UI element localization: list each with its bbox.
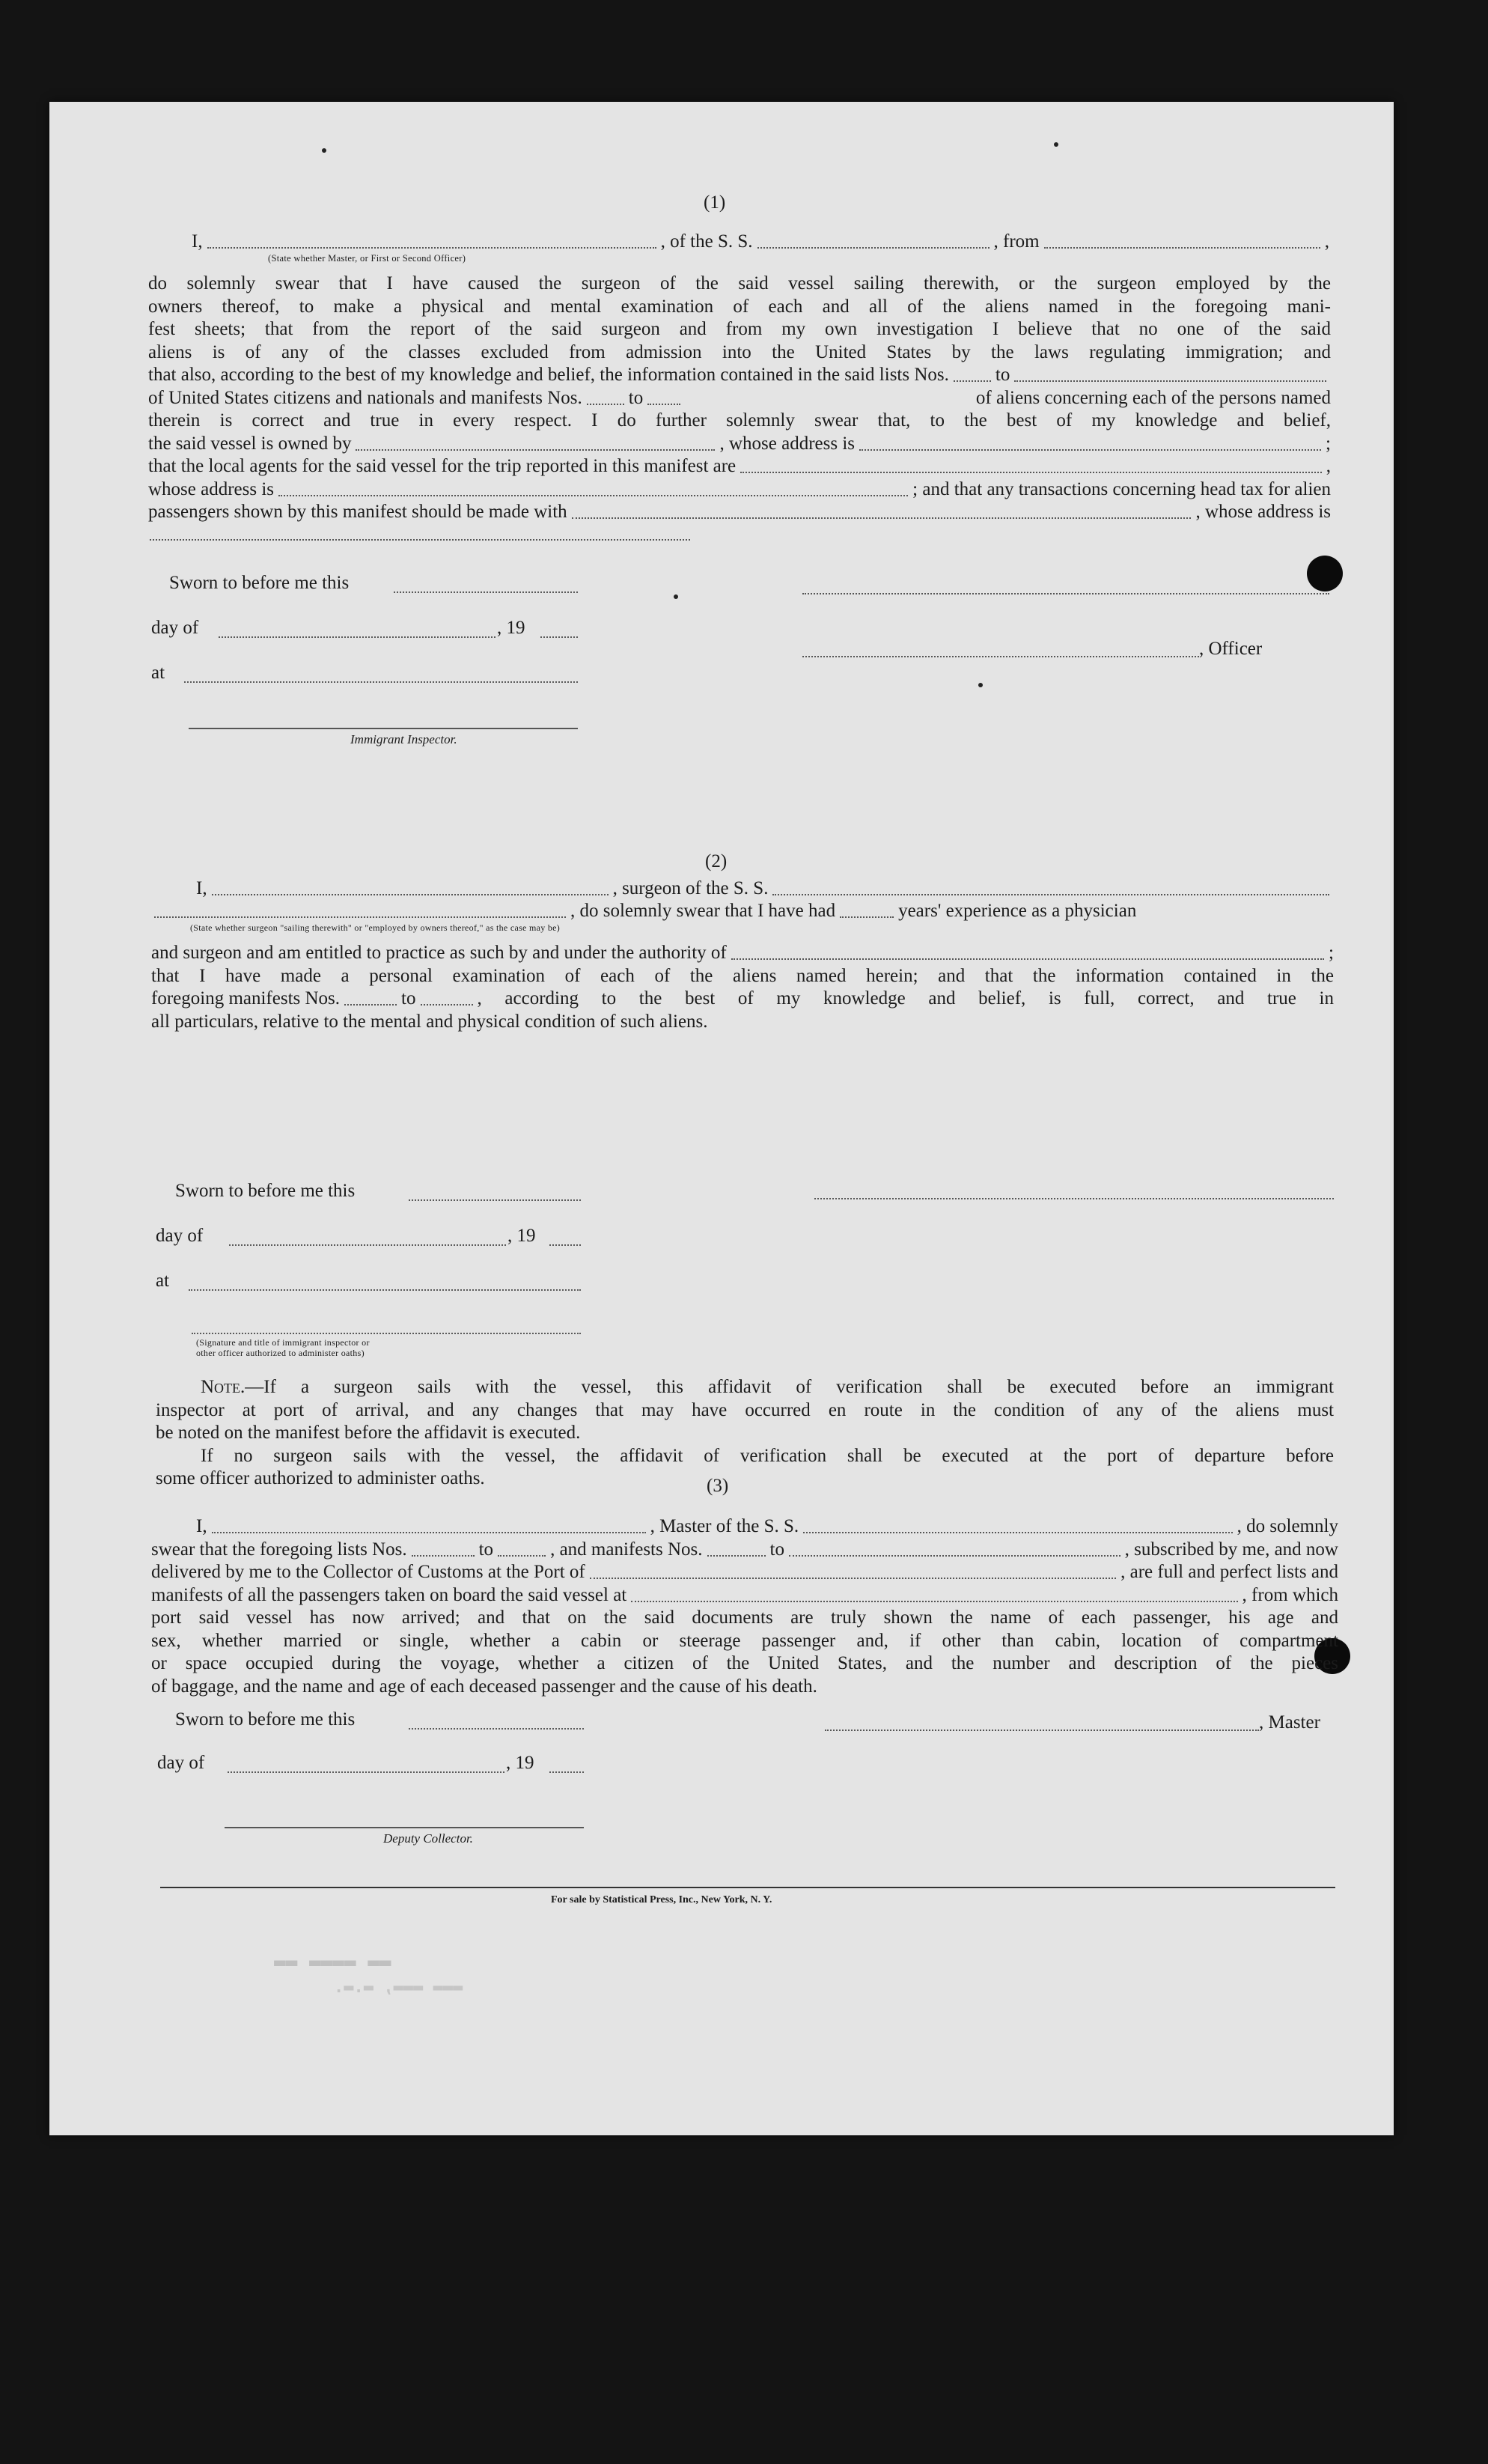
lists-nos-to-field[interactable]	[1014, 380, 1326, 382]
manifest-affidavit-page	[49, 102, 1394, 2135]
to-label: to	[478, 1539, 494, 1560]
speck	[674, 594, 678, 599]
master-signature-line[interactable]	[825, 1730, 1259, 1731]
day-of-label-1: day of	[151, 618, 199, 638]
section-1-number: (1)	[704, 192, 726, 213]
publisher-footer: For sale by Statistical Press, Inc., New York, N. Y.	[551, 1894, 772, 1905]
to-label: to	[628, 387, 644, 408]
authority-line	[151, 942, 1334, 965]
section-1-body	[148, 273, 1331, 524]
sworn-label-2: Sworn to before me this	[175, 1181, 356, 1201]
sailing-status-note: (State whether surgeon "sailing therewith" or "employed by owners thereof," as the case may be)	[190, 922, 561, 933]
section-2-body	[151, 942, 1334, 1033]
body-line: fest sheets; that from the report of the said surgeon and from my own investigation I believe that no one of the said	[148, 319, 1331, 339]
sworn-date-field-2[interactable]	[409, 1199, 581, 1201]
signature-note-line-2: other officer authorized to administer oaths)	[196, 1348, 365, 1358]
manifests-to-field-3[interactable]	[789, 1555, 1120, 1557]
year-label-3: , 19	[506, 1753, 534, 1773]
manifests-nos-line	[148, 387, 1331, 410]
surgeon-of-label: , surgeon of the S. S.	[612, 878, 769, 898]
lists-nos-label: that also, according to the best of my knowledge and belief, the information contained in the said lists Nos.	[148, 365, 949, 385]
to-label: to	[401, 988, 416, 1009]
ship-name-field[interactable]	[757, 247, 990, 249]
officer-title-field[interactable]	[207, 247, 656, 249]
day-of-label-3: day of	[157, 1753, 205, 1773]
head-tax-party-field[interactable]	[572, 517, 1192, 519]
whose-address-label: whose address is	[148, 478, 275, 499]
lists-to-field[interactable]	[498, 1555, 546, 1557]
years-label: years' experience as a physician	[898, 901, 1137, 921]
speck	[322, 148, 326, 153]
section-2-number: (2)	[705, 851, 728, 871]
lists-manifests-line	[151, 1539, 1338, 1562]
manifests-from-field[interactable]	[344, 1004, 397, 1006]
binding-hole-top	[1307, 556, 1343, 591]
swear-label: , do solemnly swear that I have had	[570, 901, 836, 921]
authority-label: and surgeon and am entitled to practice as such by and under the authority of	[151, 943, 727, 963]
address-continuation-line	[150, 539, 690, 541]
comma: ,	[1326, 456, 1331, 476]
of-ship-label: , of the S. S.	[660, 231, 753, 252]
owner-field[interactable]	[356, 449, 715, 451]
surgeon-name-field[interactable]	[212, 894, 609, 895]
body-line: or space occupied during the voyage, whether a citizen of the United States, and the number and description of the pieces	[151, 1653, 1338, 1673]
owned-by-label: the said vessel is owned by	[148, 433, 352, 454]
deputy-collector-label: Deputy Collector.	[383, 1831, 473, 1846]
foregoing-manifests-label: foregoing manifests Nos.	[151, 988, 341, 1009]
sailing-status-field[interactable]	[154, 916, 566, 918]
surgeon-ship-field[interactable]	[772, 894, 1329, 895]
port-field[interactable]	[590, 1578, 1116, 1579]
lists-from-field[interactable]	[412, 1555, 475, 1557]
local-agents-label: that the local agents for the said vessel for the trip reported in this manifest are	[148, 456, 737, 476]
manifests-from-field-3[interactable]	[707, 1555, 766, 1557]
master-line	[151, 1515, 1338, 1539]
from-which-label: , from which	[1242, 1584, 1338, 1605]
at-field-2[interactable]	[189, 1289, 581, 1291]
body-line: that I have made a personal examination of each of the aliens named herein; and that the information contained in the	[151, 965, 1334, 986]
sworn-date-field-3[interactable]	[409, 1728, 584, 1730]
at-label-2: at	[156, 1271, 170, 1291]
aliens-concerning-label: of aliens concerning each of the persons named	[975, 387, 1331, 408]
section-3-number: (3)	[707, 1476, 729, 1496]
foregoing-manifests-line	[151, 988, 1334, 1011]
taken-on-board-label: manifests of all the passengers taken on board the said vessel at	[151, 1584, 627, 1605]
officer-signature-line-top	[802, 593, 1329, 594]
immigrant-inspector-label: Immigrant Inspector.	[350, 732, 457, 746]
manifests-nos-from-field[interactable]	[587, 404, 624, 405]
master-label: , Master	[1259, 1712, 1320, 1733]
at-field-1[interactable]	[184, 681, 578, 683]
agents-address-field[interactable]	[278, 495, 908, 496]
section-3-body	[151, 1515, 1338, 1698]
head-tax-line	[148, 501, 1331, 524]
section-2-experience-line	[150, 900, 1334, 923]
body-line: owners thereof, to make a physical and mental examination of each and all of the aliens named in the foregoing mani-	[148, 296, 1331, 317]
officer-label: , Officer	[1199, 639, 1263, 659]
sworn-label-1: Sworn to before me this	[169, 573, 350, 593]
agents-address-line	[148, 478, 1331, 502]
manifests-nos-label: of United States citizens and nationals and manifests Nos.	[148, 387, 582, 408]
comma: ,	[1324, 231, 1329, 252]
bleed-through-stamp: ▬▬▬ ▬▬▬, ▬.▬.	[334, 1978, 463, 1997]
day-of-field-3[interactable]	[228, 1771, 504, 1773]
note-line-1	[156, 1376, 1334, 1399]
authority-field[interactable]	[731, 958, 1324, 960]
year-field-1[interactable]	[540, 636, 578, 638]
master-of-label: , Master of the S. S.	[650, 1516, 799, 1536]
from-port-field[interactable]	[1044, 247, 1320, 249]
and-manifests-label: , and manifests Nos.	[550, 1539, 703, 1560]
signature-note-line-1: (Signature and title of immigrant inspector or	[196, 1337, 370, 1348]
day-of-label-2: day of	[156, 1226, 204, 1246]
to-label: to	[769, 1539, 784, 1560]
foregoing-lists-label: swear that the foregoing lists Nos.	[151, 1539, 407, 1560]
embarkation-port-field[interactable]	[631, 1601, 1237, 1602]
year-label-2: , 19	[507, 1226, 536, 1246]
whose-address-label: , whose address is	[1195, 502, 1331, 522]
officer-title-note: (State whether Master, or First or Second Officer)	[268, 253, 466, 264]
head-tax-label: ; and that any transactions concerning head tax for alien	[912, 478, 1331, 499]
note-line: be noted on the manifest before the affidavit is executed.	[156, 1423, 581, 1443]
collector-label: delivered by me to the Collector of Customs at the Port of	[151, 1562, 585, 1582]
lists-nos-line	[148, 364, 1331, 387]
pronoun-i: I,	[196, 1516, 207, 1536]
master-name-field[interactable]	[212, 1532, 646, 1533]
body-line: do solemnly swear that I have caused the surgeon of the said vessel sailing therewith, or the surgeon employed by the	[148, 273, 1331, 293]
local-agents-field[interactable]	[740, 472, 1322, 473]
surgeon-signature-line[interactable]	[814, 1198, 1334, 1199]
do-solemnly-label: , do solemnly	[1237, 1516, 1338, 1536]
owner-address-field[interactable]	[859, 449, 1321, 451]
section-1-oath-line	[192, 231, 1329, 254]
perfect-lists-label: , are full and perfect lists and	[1120, 1562, 1338, 1582]
note-line: inspector at port of arrival, and any changes that may have occurred en route in the condition of any of the aliens must	[156, 1399, 1334, 1420]
lists-nos-from-field[interactable]	[954, 380, 991, 382]
from-label: , from	[993, 231, 1040, 252]
subscribed-label: , subscribed by me, and now	[1124, 1539, 1338, 1560]
full-correct-label: , according to the best of my knowledge and belief, is full, correct, and true in	[477, 988, 1334, 1009]
note-line: some officer authorized to administer oaths.	[156, 1468, 485, 1488]
note-line: If no surgeon sails with the vessel, the affidavit of verification shall be executed at the port of departure before	[201, 1445, 1334, 1466]
master-ship-field[interactable]	[803, 1532, 1232, 1533]
note-text: —If a surgeon sails with the vessel, this affidavit of verification shall be executed before an immigrant	[245, 1377, 1334, 1397]
manifests-nos-to-field[interactable]	[647, 404, 680, 405]
body-line: of baggage, and the name and age of each deceased passenger and the cause of his death.	[151, 1676, 817, 1697]
inspector-signature-line	[189, 728, 578, 729]
body-line: sex, whether married or single, whether a cabin or steerage passenger and, if other than cabin, location of compartment	[151, 1630, 1338, 1651]
sworn-date-field-1[interactable]	[394, 591, 578, 593]
semicolon: ;	[1329, 943, 1334, 963]
manifests-to-field[interactable]	[421, 1004, 473, 1006]
officer-signature-line[interactable]	[802, 656, 1199, 657]
pronoun-i: I,	[192, 231, 203, 252]
year-field-2[interactable]	[549, 1244, 581, 1246]
year-label-1: , 19	[497, 618, 525, 638]
passengers-label: passengers shown by this manifest should be made with	[148, 502, 567, 522]
semicolon: ;	[1326, 433, 1331, 454]
sworn-label-3: Sworn to before me this	[175, 1709, 356, 1730]
section-2-surgeon-line	[196, 877, 1334, 901]
years-field[interactable]	[840, 916, 894, 918]
speck	[978, 683, 983, 687]
body-line: all particulars, relative to the mental and physical condition of such aliens.	[151, 1011, 708, 1032]
note-block	[156, 1376, 1334, 1491]
bleed-through-stamp: ▬▬ ▬▬▬▬ ▬▬	[274, 1951, 391, 1974]
speck	[1054, 142, 1058, 147]
day-of-field-2[interactable]	[229, 1244, 506, 1246]
signature-line-2[interactable]	[192, 1333, 581, 1334]
owned-by-line	[148, 433, 1331, 456]
note-label: Note.	[201, 1377, 246, 1397]
deputy-collector-signature-line[interactable]	[225, 1827, 584, 1828]
body-line: port said vessel has now arrived; and that on the said documents are truly shown the name of each passenger, his age and	[151, 1607, 1338, 1628]
body-line: therein is correct and true in every respect. I do further solemnly swear that, to the best of my knowledge and belief,	[148, 410, 1331, 431]
to-label: to	[995, 365, 1010, 385]
pronoun-i: I,	[196, 878, 207, 898]
whose-address-label: , whose address is	[719, 433, 856, 454]
body-line: aliens is of any of the classes excluded from admission into the United States by the laws regulating immigration; and	[148, 341, 1331, 362]
day-of-field-1[interactable]	[219, 636, 496, 638]
collector-line	[151, 1561, 1338, 1584]
at-label-1: at	[151, 663, 165, 683]
year-field-3[interactable]	[549, 1771, 584, 1773]
footer-rule	[160, 1887, 1335, 1888]
local-agents-line	[148, 455, 1331, 478]
taken-on-board-line	[151, 1584, 1338, 1607]
